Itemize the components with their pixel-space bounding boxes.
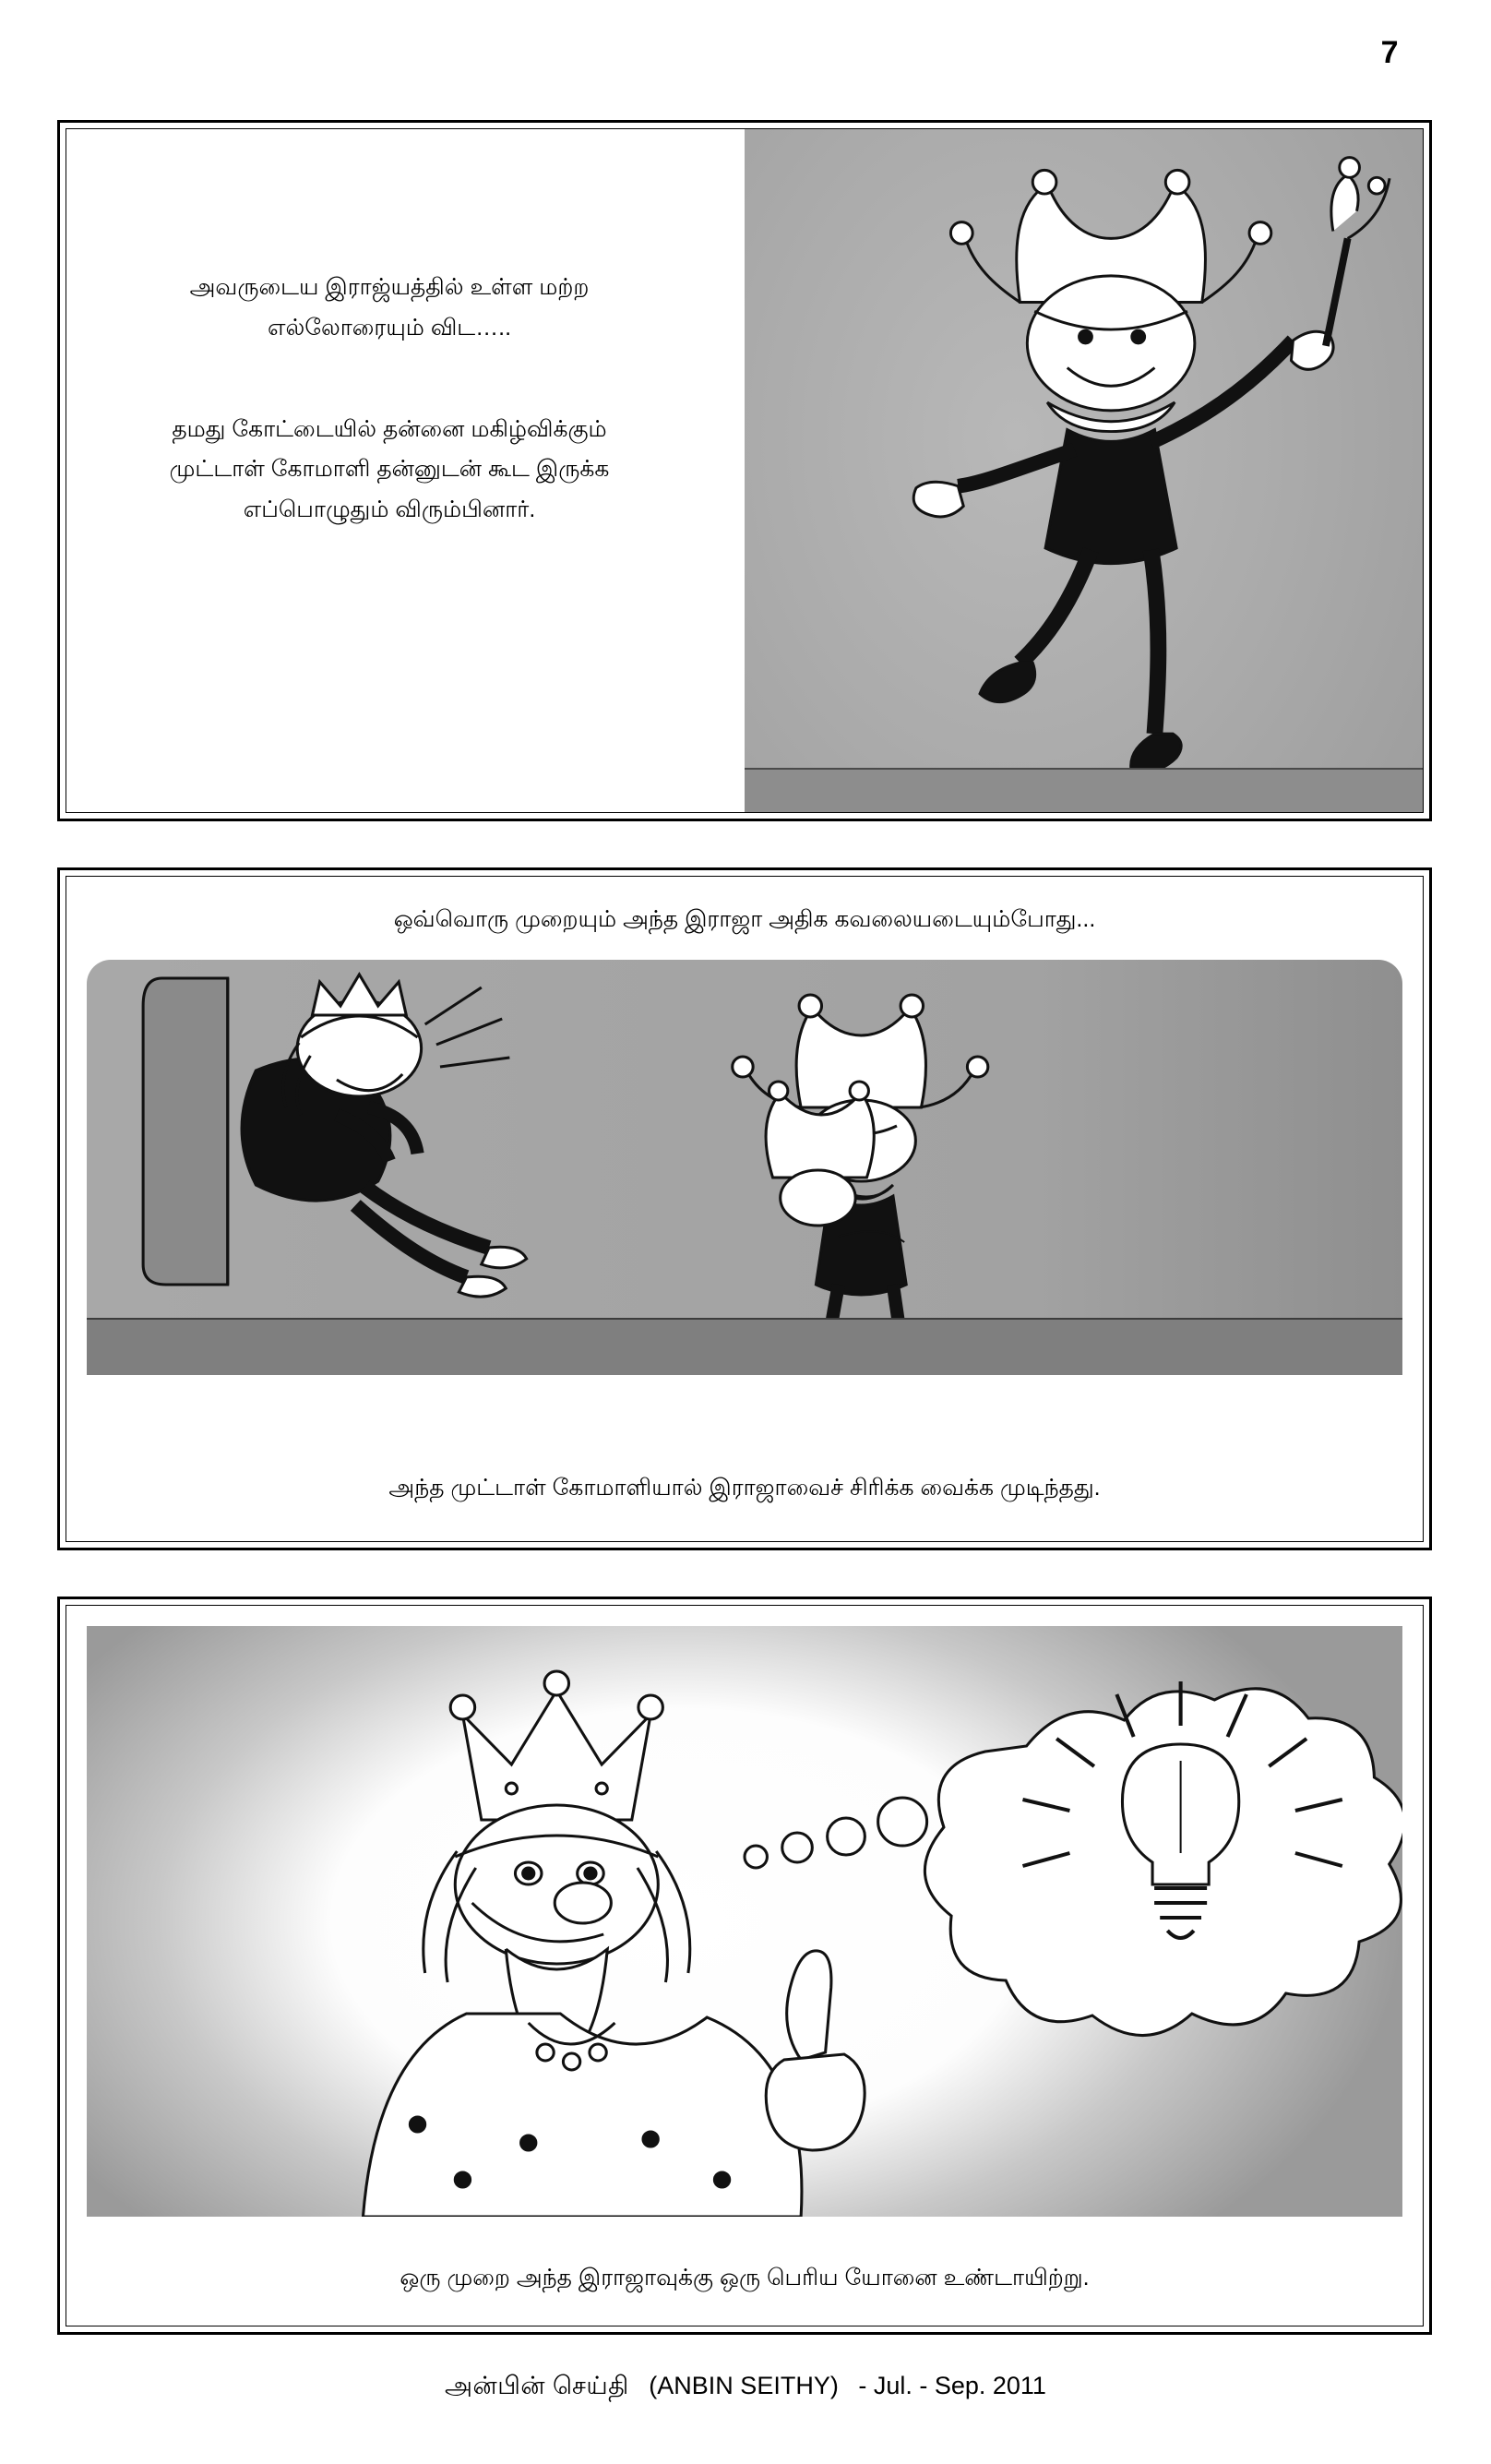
comic-panel-3 <box>57 1597 1432 2335</box>
footer-english-title: (ANBIN SEITHY) <box>649 2372 839 2399</box>
page-number: 7 <box>1380 35 1399 70</box>
comic-panel-3-inner <box>66 1605 1424 2326</box>
comic-panel-1-inner <box>66 128 1424 813</box>
page-footer <box>0 2372 1491 2404</box>
panel-2-bottom-caption: அந்த முட்டாள் கோமாளியால் இராஜாவைச் சிரிக்க வைக்க முடிந்தது. <box>388 1475 1101 1501</box>
panel-3-artwork <box>87 1626 1402 2217</box>
king-and-jester-scene-icon <box>87 960 1402 1375</box>
footer-tamil-title: அன்பின் செய்தி <box>445 2372 629 2399</box>
panel-1-artwork <box>745 129 1423 812</box>
panel-1-caption-line-1: அவருடைய இராஜ்யத்தில் உள்ள மற்ற எல்லோரையும் விட….. <box>189 274 590 341</box>
king-idea-scene-icon <box>87 1626 1402 2217</box>
panel-3-bottom-caption: ஒரு முறை அந்த இராஜாவுக்கு ஒரு பெரிய யோனை உண்டாயிற்று. <box>400 2265 1090 2291</box>
comic-panel-2 <box>57 867 1432 1550</box>
panel-2-artwork <box>87 960 1402 1375</box>
panel-2-top-caption: ஒவ்வொரு முறையும் அந்த இராஜா அதிக கவலையடையும்போது... <box>393 906 1096 932</box>
footer-issue-date: - Jul. - Sep. 2011 <box>858 2372 1046 2399</box>
jester-figure-icon <box>745 129 1423 812</box>
panel-1-caption <box>131 268 648 531</box>
comic-panel-1 <box>57 120 1432 821</box>
comic-panel-2-inner <box>66 876 1424 1542</box>
panel-1-caption-line-2: தமது கோட்டையில் தன்னை மகிழ்விக்கும் முட்டாள் கோமாளி தன்னுடன் கூட இருக்க எப்பொழுதும் விரும்பினார். <box>169 415 610 522</box>
